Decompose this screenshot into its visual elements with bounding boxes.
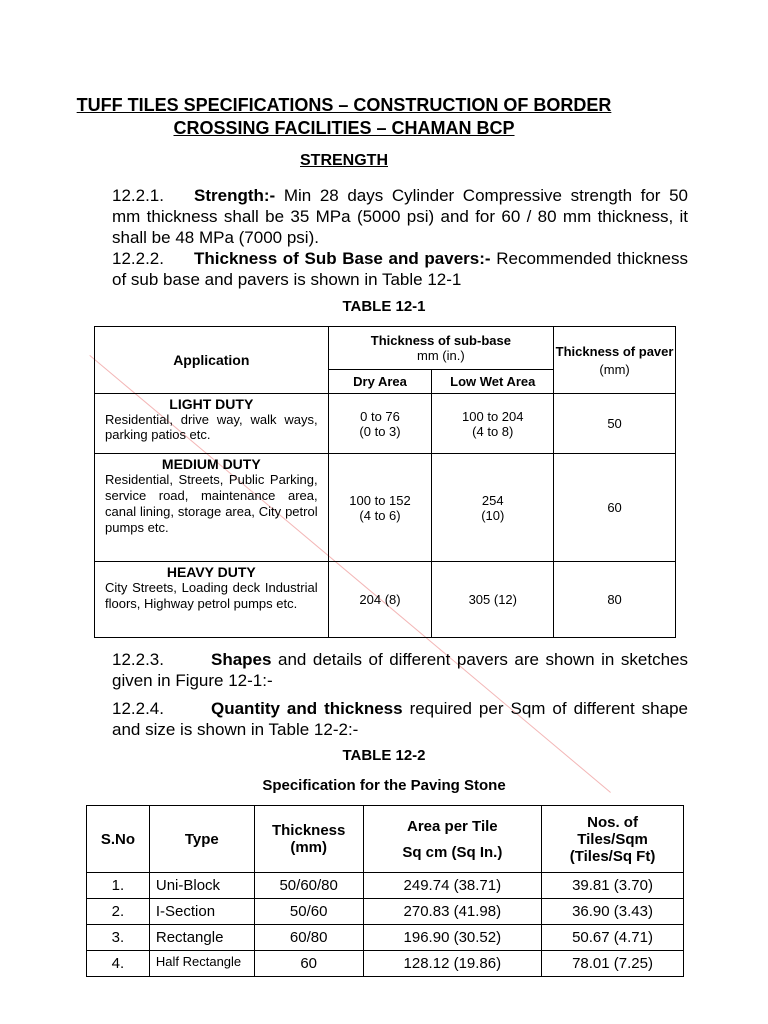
header-thickness-title: Thickness (271, 822, 346, 839)
wet-area-cell (432, 454, 554, 562)
nos-cell: 78.01 (7.25) (542, 951, 684, 977)
duty-description: Residential, Streets, Public Parking, service road, maintenance area, canal lining, storage area, City petrol pumps etc. (105, 472, 318, 535)
table2-caption: TABLE 12-2 (342, 747, 426, 764)
paver-cell: 80 (554, 562, 676, 638)
para-text: and details of different pavers are shown in sketches given in Figure 12-1:- (112, 650, 688, 690)
dry-area-cell (328, 454, 432, 562)
area-cell: 128.12 (19.86) (363, 951, 541, 977)
table-row (87, 873, 684, 899)
sno-cell: 2. (87, 899, 150, 925)
value-line2: (4 to 8) (472, 423, 514, 439)
header-paver (554, 327, 676, 394)
para-text: Recommended thickness of sub base and pavers is shown in Table 12-1 (112, 249, 689, 289)
table-row (95, 394, 676, 454)
nos-cell: 36.90 (3.43) (542, 899, 684, 925)
para-12-2-3 (112, 649, 688, 691)
para-bold: Shapes (211, 650, 272, 669)
table-row (87, 925, 684, 951)
value-line1: 0 to 76 (360, 408, 400, 424)
nos-cell: 50.67 (4.71) (542, 925, 684, 951)
header-subbase (328, 327, 554, 370)
application-cell (95, 394, 329, 454)
header-paver-unit: (mm) (599, 361, 630, 377)
para-number: 12.2.1. (112, 186, 164, 205)
para-bold: Quantity and thickness (211, 699, 403, 718)
header-nos-unit: (Tiles/Sq Ft) (569, 847, 656, 865)
header-sno: S.No (87, 806, 150, 873)
thickness-cell: 50/60 (254, 899, 363, 925)
header-application: Application (95, 327, 329, 394)
dry-area-cell: 204 (8) (328, 562, 432, 638)
wet-area-cell (432, 394, 554, 454)
duty-description: Residential, drive way, walk ways, parking patios etc. (105, 412, 318, 442)
table-row (95, 562, 676, 638)
sno-cell: 4. (87, 951, 150, 977)
header-subbase-unit: mm (in.) (417, 348, 465, 363)
header-dry-area: Dry Area (328, 370, 432, 394)
header-area-title: Area per Tile (407, 817, 498, 835)
header-type: Type (149, 806, 254, 873)
nos-cell: 39.81 (3.70) (542, 873, 684, 899)
table-row (87, 899, 684, 925)
type-cell: Half Rectangle (149, 951, 254, 977)
value-line1: 100 to 204 (462, 408, 524, 424)
para-text: required per Sqm of different shape and size is shown in Table 12-2:- (112, 699, 688, 739)
header-nos (542, 806, 684, 873)
para-text: Min 28 days Cylinder Compressive strength for 50 mm thickness shall be 35 MPa (5000 psi) and for 60 / 80 mm thickness, it shall be 48 MPa (7000 psi). (112, 186, 688, 247)
sno-cell: 3. (87, 925, 150, 951)
value-line2: (10) (481, 507, 505, 523)
para-bold: Strength:- (194, 186, 276, 205)
table-12-2 (86, 805, 684, 977)
doc-title-line2: CROSSING FACILITIES – CHAMAN BCP (173, 118, 515, 138)
header-subbase-title: Thickness of sub-base (370, 333, 511, 348)
header-nos-title: Nos. of Tiles/Sqm (577, 813, 648, 848)
duty-label: MEDIUM DUTY (161, 456, 261, 472)
application-cell (95, 562, 329, 638)
header-thickness-unit: (mm) (290, 839, 327, 856)
thickness-cell: 50/60/80 (254, 873, 363, 899)
header-thickness (254, 806, 363, 873)
duty-label: HEAVY DUTY (166, 564, 256, 580)
value-line2: (0 to 3) (359, 423, 401, 439)
para-number: 12.2.2. (112, 249, 164, 268)
area-cell: 270.83 (41.98) (363, 899, 541, 925)
para-12-2-1 (112, 185, 688, 248)
thickness-cell: 60 (254, 951, 363, 977)
section-heading: STRENGTH (300, 152, 388, 169)
thickness-cell: 60/80 (254, 925, 363, 951)
header-area (363, 806, 541, 873)
para-number: 12.2.4. (112, 699, 164, 718)
type-cell: I-Section (149, 899, 254, 925)
header-paver-title: Thickness of paver (555, 343, 674, 359)
table-row (87, 951, 684, 977)
area-cell: 249.74 (38.71) (363, 873, 541, 899)
table-row (95, 454, 676, 562)
table2-subcaption: Specification for the Paving Stone (262, 777, 506, 794)
header-low-wet-area: Low Wet Area (432, 370, 554, 394)
paver-cell: 50 (554, 394, 676, 454)
value-line1: 100 to 152 (349, 492, 411, 508)
duty-description: City Streets, Loading deck Industrial floors, Highway petrol pumps etc. (105, 580, 318, 611)
para-bold: Thickness of Sub Base and pavers:- (194, 249, 491, 268)
value-line1: 254 (481, 492, 504, 508)
application-cell (95, 454, 329, 562)
sno-cell: 1. (87, 873, 150, 899)
para-number: 12.2.3. (112, 650, 164, 669)
value-line2: (4 to 6) (359, 507, 401, 523)
duty-label: LIGHT DUTY (169, 396, 254, 412)
wet-area-cell: 305 (12) (432, 562, 554, 638)
table-12-1 (94, 326, 676, 638)
paver-cell: 60 (554, 454, 676, 562)
area-cell: 196.90 (30.52) (363, 925, 541, 951)
doc-title-line1: TUFF TILES SPECIFICATIONS – CONSTRUCTION OF BORDER (76, 95, 612, 115)
header-area-unit: Sq cm (Sq In.) (402, 843, 503, 861)
dry-area-cell (328, 394, 432, 454)
table1-caption: TABLE 12-1 (342, 298, 426, 315)
type-cell: Rectangle (149, 925, 254, 951)
para-12-2-2 (112, 248, 688, 290)
para-12-2-4 (112, 698, 688, 740)
type-cell: Uni-Block (149, 873, 254, 899)
